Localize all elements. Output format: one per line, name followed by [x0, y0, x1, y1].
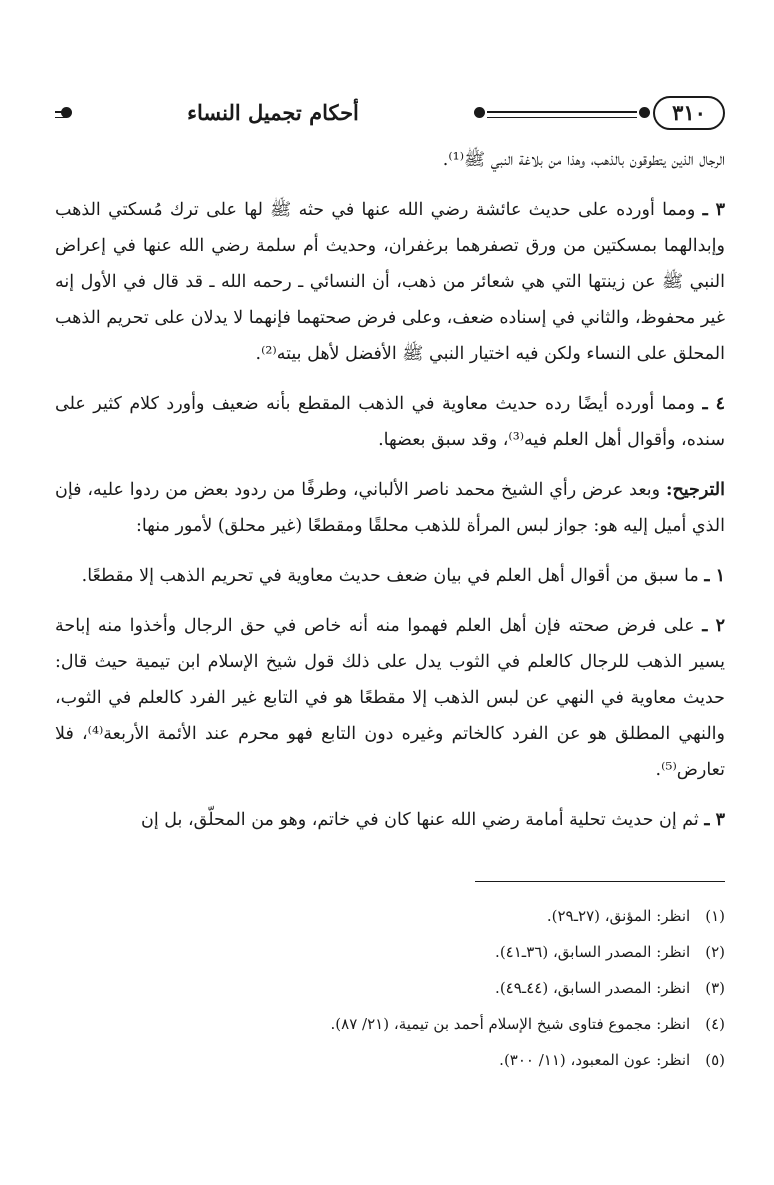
paragraph-lead: ١ ـ	[704, 566, 725, 586]
ornament-dot-icon	[474, 107, 485, 118]
footnote	[65, 1006, 725, 1042]
page-header	[55, 96, 725, 132]
paragraph-lead: ٤ ـ	[702, 394, 725, 414]
footnote	[65, 934, 725, 970]
paragraph	[55, 192, 725, 372]
paragraph	[55, 608, 725, 788]
paragraph-text: ثم إن حديث تحلية أمامة رضي الله عنها كان في خاتم، وهو من المحلّق، بل إن	[141, 810, 699, 830]
body-text	[55, 142, 725, 838]
ornament-dot-icon	[61, 107, 72, 118]
footnote	[65, 898, 725, 934]
paragraph-text: ومما أورده على حديث عائشة رضي الله عنها في حثه ﷺ لها على ترك مُسكتي الذهب وإبدالهما بمسكتين من ورق تصفرهما برغفران، وحديث أم سلمة رضي الله عنها في إعراض النبي ﷺ عن زينتها التي هي شعائر من ذهب، أن النسائي ـ رحمه الله ـ قد قال في الأول إنه غير محفوظ، والثاني في إسناده ضعف، وعلى فرض صحتهما فإنهما لا يدلان على تحريم الذهب المحلق على النساء ولكن فيه اختيار النبي ﷺ الأفضل لأهل بيته⁽²⁾.	[55, 200, 725, 364]
paragraph-text: وبعد عرض رأي الشيخ محمد ناصر الألباني، وطرفًا من ردود بعض من ردوا عليه، فإن الذي أميل إليه هو: جواز لبس المرأة للذهب محلقًا ومقطعًا (غير محلق) لأمور منها:	[55, 480, 725, 536]
paragraph-lead: ٢ ـ	[702, 616, 725, 636]
running-title: أحكام تجميل النساء	[187, 100, 359, 125]
footnote-number: (٤)	[705, 1015, 725, 1033]
footnote-text: انظر: المصدر السابق، (٤٤ـ٤٩).	[495, 979, 691, 997]
paragraph-text: ما سبق من أقوال أهل العلم في بيان ضعف حديث معاوية في تحريم الذهب إلا مقطعًا.	[81, 566, 699, 586]
paragraph-lead: ٣ ـ	[702, 200, 725, 220]
paragraph-text: ومما أورده أيضًا رده حديث معاوية في الذهب المقطع بأنه ضعيف وأورد كلام كثير على سنده، وأقوال أهل العلم فيه⁽³⁾، وقد سبق بعضها.	[55, 394, 725, 450]
paragraph-text: الرجال الذين يتطوقون بالذهب، وهذا من بلاغة النبي ﷺ⁽¹⁾.	[442, 150, 725, 170]
footnote	[65, 1042, 725, 1078]
footnote-number: (٥)	[705, 1051, 725, 1069]
paragraph-lead: الترجيح:	[666, 480, 725, 500]
footnote-text: انظر: المصدر السابق، (٣٦ـ٤١).	[495, 943, 691, 961]
header-rule	[487, 111, 637, 118]
paragraph-text: على فرض صحته فإن أهل العلم فهموا منه أنه خاص في حق الرجال وأخذوا منه إباحة يسير الذهب للرجال كالعلم في الثوب يدل على ذلك قول شيخ الإسلام ابن تيمية حيث قال: حديث معاوية في النهي عن لبس الذهب إلا مقطعًا هو في التابع غير الفرد كالعلم في الثوب، والنهي المطلق هو عن الفرد كالخاتم وغيره دون التابع فهو محرم عند الأئمة الأربعة⁽⁴⁾، فلا تعارض⁽⁵⁾.	[55, 616, 725, 780]
ornament-dot-icon	[639, 107, 650, 118]
paragraph	[55, 802, 725, 838]
footnote-text: انظر: المؤنق، (٢٧ـ٢٩).	[546, 907, 691, 925]
footnotes	[65, 898, 725, 1078]
paragraph	[55, 472, 725, 544]
paragraph	[55, 558, 725, 594]
page-number: ٣١٠	[653, 96, 725, 130]
footnote-number: (٣)	[705, 979, 725, 997]
paragraph-lead: ٣ ـ	[704, 810, 725, 830]
footnote-number: (٢)	[705, 943, 725, 961]
footnote-separator	[475, 881, 725, 882]
footnote-text: انظر: عون المعبود، (١١/ ٣٠٠).	[499, 1051, 691, 1069]
paragraph	[55, 142, 725, 178]
footnote-text: انظر: مجموع فتاوى شيخ الإسلام أحمد بن تيمية، (٢١/ ٨٧).	[330, 1015, 691, 1033]
footnote	[65, 970, 725, 1006]
footnote-number: (١)	[705, 907, 725, 925]
paragraph	[55, 386, 725, 458]
